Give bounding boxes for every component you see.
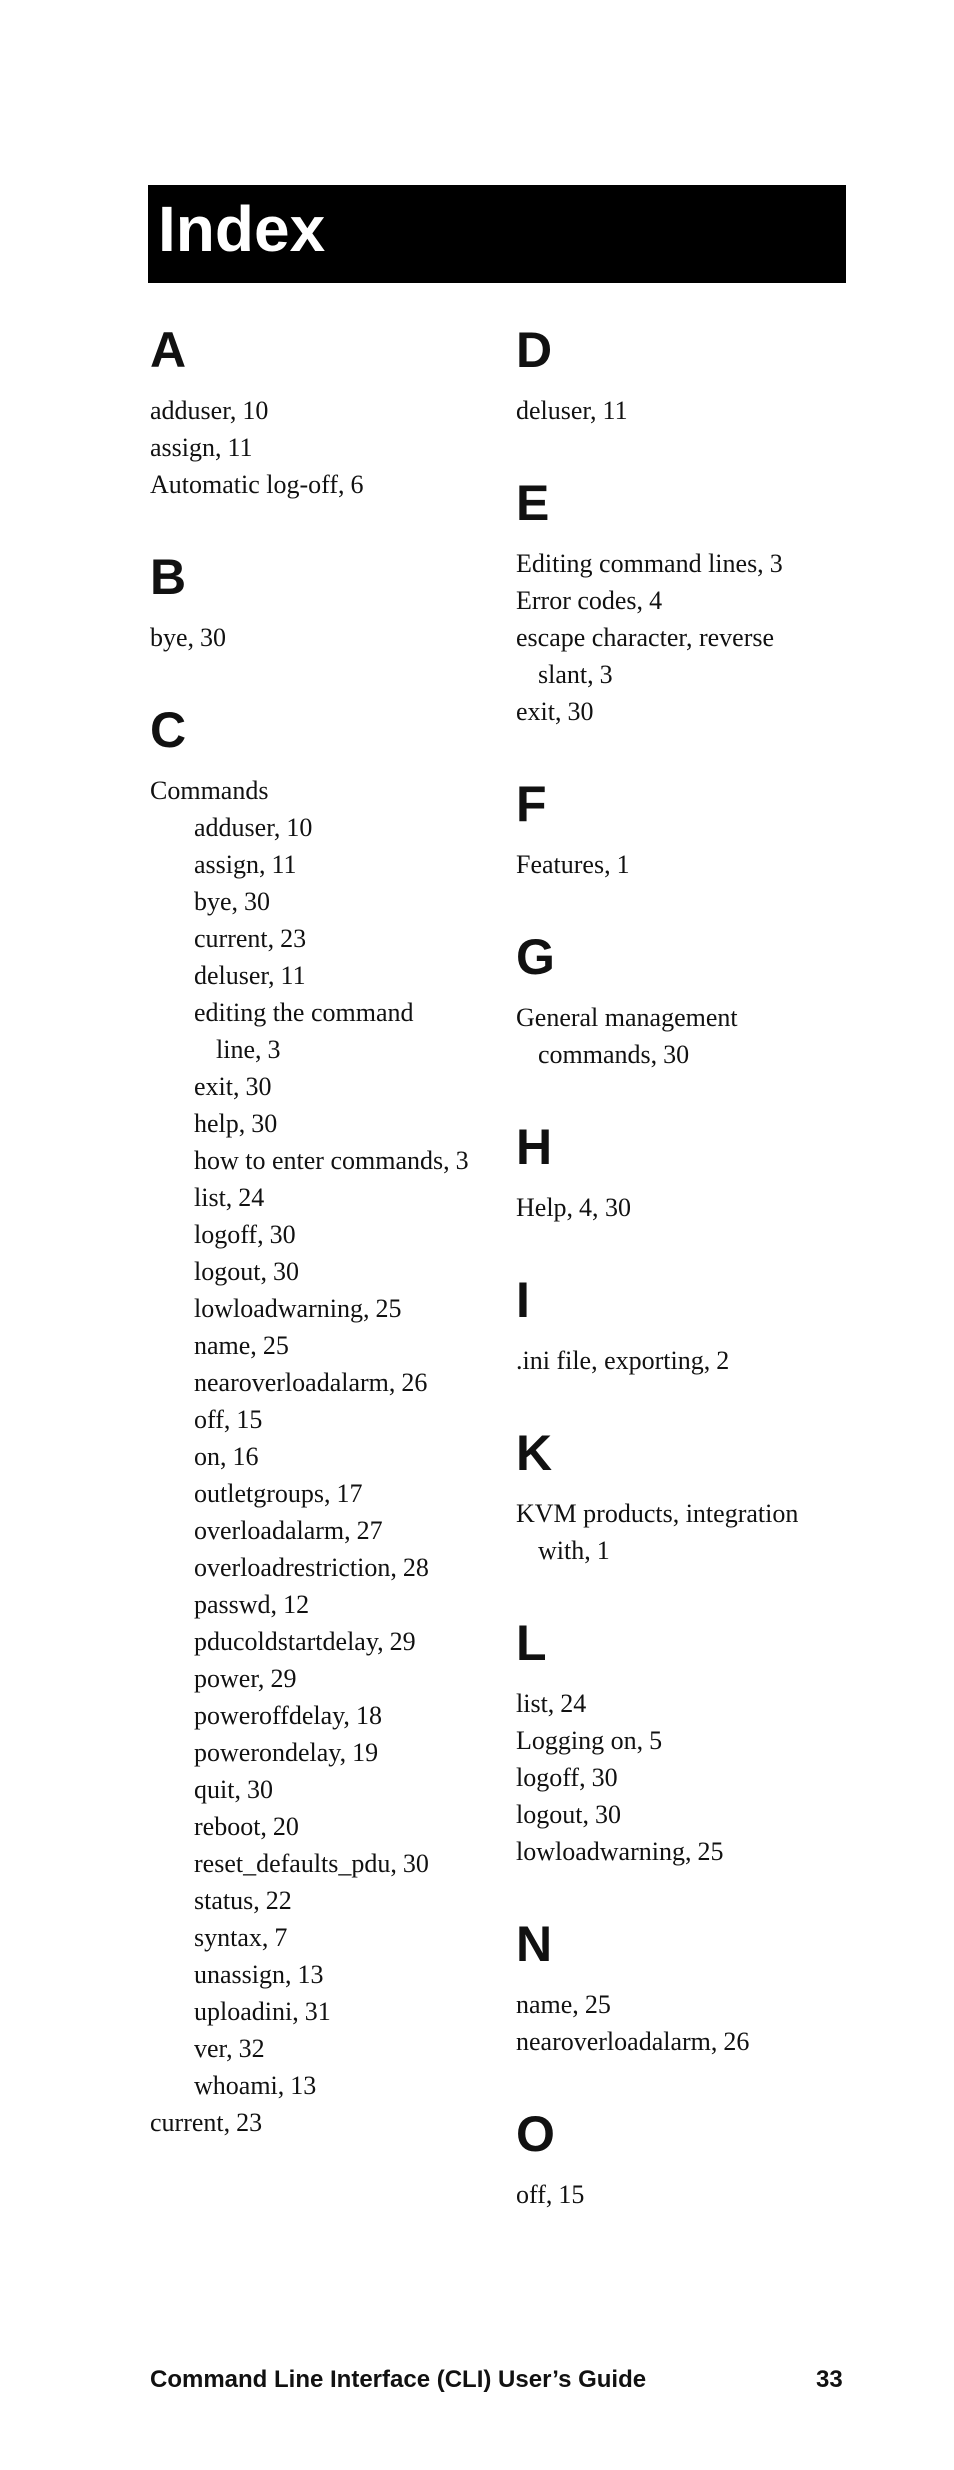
entry-term: help, xyxy=(194,1109,246,1138)
index-entry xyxy=(516,1342,846,1379)
entry-term: current, xyxy=(150,2108,231,2137)
section-letter: F xyxy=(516,776,547,832)
entry-term: Help, xyxy=(516,1193,574,1222)
index-subentry xyxy=(150,1956,480,1993)
entry-page-ref: 25 xyxy=(697,1837,724,1866)
entry-term: quit, xyxy=(194,1775,241,1804)
index-subentry xyxy=(150,883,480,920)
entry-page-ref: 1 xyxy=(616,850,630,879)
section-letter: D xyxy=(516,322,553,378)
index-subentry xyxy=(150,1216,480,1253)
index-section-o xyxy=(516,2106,846,2213)
index-subentry xyxy=(150,1438,480,1475)
index-subentry xyxy=(150,809,480,846)
index-entry xyxy=(516,1722,846,1759)
index-subentry xyxy=(150,846,480,883)
entry-page-ref: 22 xyxy=(265,1886,292,1915)
entry-term: exit, xyxy=(516,697,562,726)
index-subentry xyxy=(150,1401,480,1438)
index-subentry xyxy=(150,920,480,957)
entry-term: .ini file, exporting, xyxy=(516,1346,711,1375)
entry-page-ref: 7 xyxy=(274,1923,288,1952)
entry-page-ref: 4, 30 xyxy=(579,1193,632,1222)
index-entry xyxy=(516,1685,846,1722)
index-subentry xyxy=(150,1808,480,1845)
entry-page-ref: 3 xyxy=(769,549,783,578)
entry-term: adduser, xyxy=(150,396,237,425)
index-right-column xyxy=(516,322,846,2259)
index-entry xyxy=(150,466,480,503)
entry-page-ref: 1 xyxy=(596,1536,610,1565)
index-section-c xyxy=(150,702,480,2141)
entry-term: status, xyxy=(194,1886,260,1915)
entry-term: bye, xyxy=(194,887,239,916)
entry-page-ref: 29 xyxy=(270,1664,297,1693)
entry-page-ref: 30 xyxy=(402,1849,429,1878)
index-subentry xyxy=(150,957,480,994)
footer-guide-title: Command Line Interface (CLI) User’s Guide xyxy=(150,2366,647,2393)
entry-term: Logging on, xyxy=(516,1726,644,1755)
entry-page-ref: 30 xyxy=(663,1040,690,1069)
entry-page-ref: 11 xyxy=(271,850,297,879)
index-entry xyxy=(150,429,480,466)
index-left-column xyxy=(150,322,480,2187)
entry-page-ref: 18 xyxy=(355,1701,382,1730)
entry-page-ref: 16 xyxy=(232,1442,259,1471)
section-letter: K xyxy=(516,1425,553,1481)
footer-page-number: 33 xyxy=(816,2366,843,2393)
entry-term: unassign, xyxy=(194,1960,292,1989)
index-subentry xyxy=(150,1993,480,2030)
index-subentry xyxy=(150,1179,480,1216)
entry-page-ref: 3 xyxy=(599,660,613,689)
entry-term: powerondelay, xyxy=(194,1738,347,1767)
index-subentry xyxy=(150,1475,480,1512)
index-subentry xyxy=(150,1845,480,1882)
entry-term: reset_defaults_pdu, xyxy=(194,1849,397,1878)
index-section-f xyxy=(516,776,846,883)
index-entry xyxy=(516,846,846,883)
section-letter: C xyxy=(150,702,187,758)
entry-term: list, xyxy=(516,1689,555,1718)
index-subentry xyxy=(150,1142,480,1179)
entry-page-ref: 29 xyxy=(389,1627,416,1656)
index-entry xyxy=(516,545,846,582)
section-letter: N xyxy=(516,1916,553,1972)
index-section-e xyxy=(516,475,846,730)
entry-term: KVM products, integration with, xyxy=(516,1499,799,1565)
index-entry xyxy=(516,1495,846,1569)
index-section-n xyxy=(516,1916,846,2060)
entry-term: logoff, xyxy=(194,1220,264,1249)
index-entry xyxy=(516,1833,846,1870)
entry-page-ref: 11 xyxy=(602,396,628,425)
entry-term: list, xyxy=(194,1183,233,1212)
entry-page-ref: 4 xyxy=(649,586,663,615)
section-letter: I xyxy=(516,1272,530,1328)
entry-term: poweroffdelay, xyxy=(194,1701,350,1730)
entry-page-ref: 30 xyxy=(591,1763,618,1792)
entry-page-ref: 27 xyxy=(356,1516,383,1545)
entry-term: uploadini, xyxy=(194,1997,299,2026)
index-subentry xyxy=(150,1734,480,1771)
entry-term: assign, xyxy=(194,850,266,879)
entry-page-ref: 3 xyxy=(455,1146,469,1175)
entry-page-ref: 15 xyxy=(236,1405,263,1434)
entry-term: bye, xyxy=(150,623,195,652)
section-letter: A xyxy=(150,322,187,378)
entry-term: deluser, xyxy=(194,961,275,990)
entry-page-ref: 30 xyxy=(251,1109,278,1138)
entry-page-ref: 6 xyxy=(350,470,364,499)
entry-term: nearoverloadalarm, xyxy=(516,2027,718,2056)
index-entry xyxy=(150,619,480,656)
entry-page-ref: 32 xyxy=(238,2034,265,2063)
index-section-g xyxy=(516,929,846,1073)
entry-term: Editing command lines, xyxy=(516,549,764,578)
index-subentry xyxy=(150,1586,480,1623)
entry-term: current, xyxy=(194,924,275,953)
index-entry xyxy=(516,1986,846,2023)
index-entry xyxy=(516,392,846,429)
entry-page-ref: 30 xyxy=(245,1072,272,1101)
entry-page-ref: 25 xyxy=(262,1331,289,1360)
index-entry xyxy=(516,619,846,693)
entry-term: editing the command line, xyxy=(194,998,414,1064)
index-entry xyxy=(150,2104,480,2141)
entry-page-ref: 11 xyxy=(280,961,306,990)
entry-term: logout, xyxy=(194,1257,267,1286)
entry-page-ref: 17 xyxy=(336,1479,363,1508)
index-subentry xyxy=(150,1882,480,1919)
entry-term: off, xyxy=(194,1405,231,1434)
entry-page-ref: 23 xyxy=(236,2108,263,2137)
entry-page-ref: 31 xyxy=(304,1997,331,2026)
index-subentry xyxy=(150,1512,480,1549)
entry-term: deluser, xyxy=(516,396,597,425)
entry-term: passwd, xyxy=(194,1590,278,1619)
entry-page-ref: 30 xyxy=(246,1775,273,1804)
entry-page-ref: 10 xyxy=(286,813,313,842)
entry-term: Commands xyxy=(150,776,269,805)
entry-page-ref: 30 xyxy=(272,1257,299,1286)
index-entry xyxy=(516,2176,846,2213)
entry-page-ref: 24 xyxy=(560,1689,587,1718)
entry-page-ref: 10 xyxy=(242,396,269,425)
index-subentry xyxy=(150,2067,480,2104)
index-subentry xyxy=(150,1549,480,1586)
entry-term: Features, xyxy=(516,850,611,879)
index-section-l xyxy=(516,1615,846,1870)
index-entry xyxy=(516,1796,846,1833)
index-subentry xyxy=(150,1623,480,1660)
entry-term: pducoldstartdelay, xyxy=(194,1627,384,1656)
entry-page-ref: 24 xyxy=(238,1183,265,1212)
index-subentry xyxy=(150,1253,480,1290)
index-subentry xyxy=(150,2030,480,2067)
entry-page-ref: 30 xyxy=(269,1220,296,1249)
index-entry xyxy=(516,1189,846,1226)
index-subentry xyxy=(150,1919,480,1956)
entry-term: overloadrestriction, xyxy=(194,1553,397,1582)
section-letter: G xyxy=(516,929,555,985)
entry-term: lowloadwarning, xyxy=(516,1837,692,1866)
index-section-d xyxy=(516,322,846,429)
section-letter: L xyxy=(516,1615,547,1671)
index-entry xyxy=(516,582,846,619)
index-subentry xyxy=(150,1290,480,1327)
entry-term: name, xyxy=(516,1990,579,2019)
entry-term: escape character, reverse slant, xyxy=(516,623,775,689)
entry-term: logoff, xyxy=(516,1763,586,1792)
index-title-bar xyxy=(148,185,846,283)
index-subentry xyxy=(150,1660,480,1697)
entry-term: reboot, xyxy=(194,1812,267,1841)
index-entry xyxy=(150,392,480,429)
entry-page-ref: 13 xyxy=(290,2071,317,2100)
entry-term: lowloadwarning, xyxy=(194,1294,370,1323)
entry-page-ref: 23 xyxy=(280,924,307,953)
index-subentry xyxy=(150,994,480,1068)
entry-term: exit, xyxy=(194,1072,240,1101)
entry-term: General management commands, xyxy=(516,1003,738,1069)
section-letter: H xyxy=(516,1119,553,1175)
entry-page-ref: 13 xyxy=(297,1960,324,1989)
entry-page-ref: 30 xyxy=(244,887,271,916)
entry-page-ref: 5 xyxy=(649,1726,663,1755)
entry-page-ref: 20 xyxy=(272,1812,299,1841)
section-letter: E xyxy=(516,475,550,531)
index-subentry xyxy=(150,1697,480,1734)
entry-page-ref: 26 xyxy=(401,1368,428,1397)
index-subentry xyxy=(150,1068,480,1105)
index-entry xyxy=(150,772,480,809)
entry-page-ref: 19 xyxy=(352,1738,379,1767)
index-subentry xyxy=(150,1327,480,1364)
entry-term: on, xyxy=(194,1442,227,1471)
entry-term: Error codes, xyxy=(516,586,644,615)
entry-term: off, xyxy=(516,2180,553,2209)
entry-term: name, xyxy=(194,1331,257,1360)
index-entry xyxy=(516,1759,846,1796)
entry-term: adduser, xyxy=(194,813,281,842)
entry-page-ref: 12 xyxy=(283,1590,310,1619)
entry-page-ref: 26 xyxy=(723,2027,750,2056)
entry-term: overloadalarm, xyxy=(194,1516,351,1545)
entry-term: logout, xyxy=(516,1800,589,1829)
entry-term: assign, xyxy=(150,433,222,462)
index-section-i xyxy=(516,1272,846,1379)
index-entry xyxy=(516,693,846,730)
entry-page-ref: 3 xyxy=(267,1035,281,1064)
section-letter: O xyxy=(516,2106,555,2162)
entry-page-ref: 15 xyxy=(558,2180,585,2209)
index-subentry xyxy=(150,1105,480,1142)
index-section-h xyxy=(516,1119,846,1226)
index-subentry xyxy=(150,1771,480,1808)
index-section-a xyxy=(150,322,480,503)
entry-term: Automatic log-off, xyxy=(150,470,345,499)
entry-page-ref: 25 xyxy=(584,1990,611,2019)
index-entry xyxy=(516,2023,846,2060)
entry-page-ref: 28 xyxy=(402,1553,429,1582)
entry-term: nearoverloadalarm, xyxy=(194,1368,396,1397)
page-title: Index xyxy=(158,193,326,265)
entry-term: ver, xyxy=(194,2034,233,2063)
entry-page-ref: 30 xyxy=(567,697,594,726)
entry-term: whoami, xyxy=(194,2071,285,2100)
entry-term: outletgroups, xyxy=(194,1479,331,1508)
index-subentry xyxy=(150,1364,480,1401)
entry-page-ref: 30 xyxy=(200,623,227,652)
entry-term: power, xyxy=(194,1664,265,1693)
entry-page-ref: 30 xyxy=(594,1800,621,1829)
entry-term: how to enter commands, xyxy=(194,1146,450,1175)
index-entry xyxy=(516,999,846,1073)
entry-page-ref: 25 xyxy=(375,1294,402,1323)
entry-page-ref: 2 xyxy=(716,1346,730,1375)
section-letter: B xyxy=(150,549,187,605)
entry-page-ref: 11 xyxy=(227,433,253,462)
index-section-b xyxy=(150,549,480,656)
index-section-k xyxy=(516,1425,846,1569)
entry-term: syntax, xyxy=(194,1923,269,1952)
